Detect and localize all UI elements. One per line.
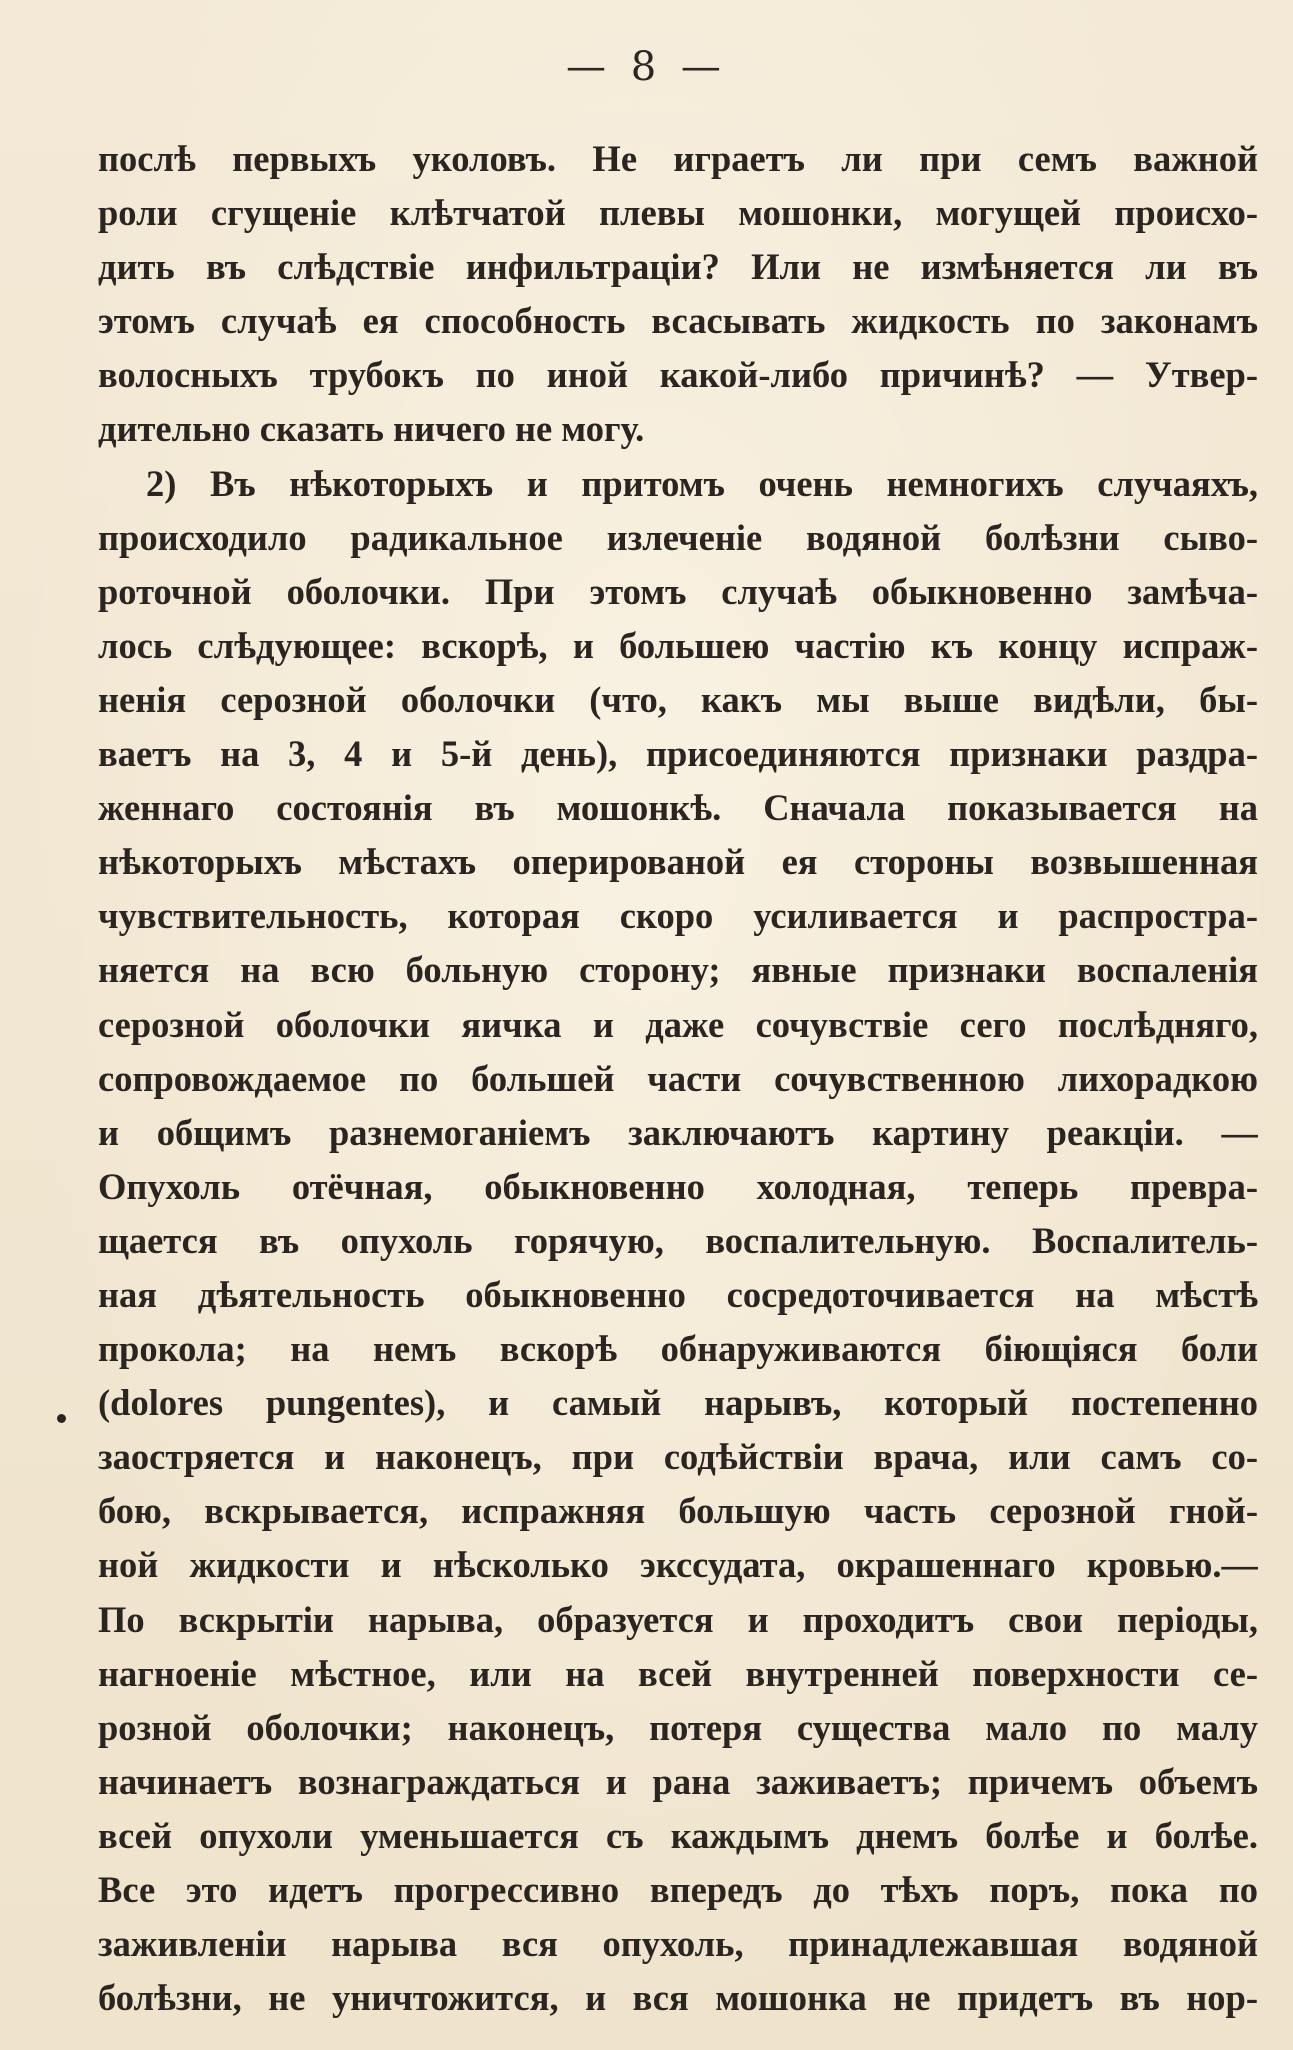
- text-line: Все это идетъ прогрессивно впередъ до тѣхъ поръ, пока по: [98, 1869, 1258, 1910]
- text-line: ненія серозной оболочки (что, какъ мы выше видѣли, бы-: [98, 678, 1258, 720]
- text-line: щается въ опухоль горячую, воспалительную. Воспалитель-: [98, 1219, 1258, 1261]
- text-line: няется на всю больную сторону; явные признаки воспаленія: [98, 949, 1258, 991]
- text-line: этомъ случаѣ ея способность всасывать жидкость по законамъ: [98, 300, 1258, 342]
- text-line: дительно сказать ничего не могу.: [98, 408, 645, 450]
- text-line: розной оболочки; наконецъ, потеря существа мало по малу: [98, 1706, 1258, 1748]
- text-line: сопровождаемое по большей части сочувственною лихорадкою: [98, 1057, 1258, 1099]
- text-line: лось слѣдующее: вскорѣ, и большею частію къ концу испраж-: [98, 624, 1258, 666]
- text-line: заостряется и наконецъ, при содѣйствіи врача, или самъ со-: [98, 1436, 1258, 1478]
- text-line: болѣзни, не уничтожится, и вся мошонка не придетъ въ нор-: [98, 1977, 1258, 2019]
- text-line: заживленіи нарыва вся опухоль, принадлежавшая водяной: [98, 1923, 1258, 1965]
- text-line: волосныхъ трубокъ по иной какой-либо причинѣ? — Утвер-: [98, 354, 1258, 396]
- text-line: нагноеніе мѣстное, или на всей внутренней поверхности се-: [98, 1652, 1258, 1694]
- body-text: [98, 132, 1258, 2025]
- page-number: — 8 —: [566, 44, 727, 90]
- text-line: ваетъ на 3, 4 и 5-й день), присоединяются признаки раздра-: [98, 733, 1258, 775]
- text-line: всей опухоли уменьшается съ каждымъ днемъ болѣе и болѣе.: [98, 1814, 1258, 1856]
- paragraph-start-line: 2) Въ нѣкоторыхъ и притомъ очень немногихъ случаяхъ,: [146, 462, 1258, 504]
- text-line: Опухоль отёчная, обыкновенно холодная, теперь превра-: [98, 1165, 1258, 1207]
- text-line: По вскрытіи нарыва, образуется и проходитъ свои періоды,: [98, 1598, 1258, 1640]
- text-line: ная дѣятельность обыкновенно сосредоточивается на мѣстѣ: [98, 1273, 1258, 1315]
- text-line: начинаетъ вознаграждаться и рана заживаетъ; причемъ объемъ: [98, 1760, 1258, 1802]
- text-line: и общимъ разнемоганіемъ заключаютъ картину реакціи. —: [98, 1111, 1258, 1153]
- text-line: нѣкоторыхъ мѣстахъ оперированой ея стороны возвышенная: [98, 841, 1258, 883]
- text-line: прокола; на немъ вскорѣ обнаруживаются біющіяся боли: [98, 1328, 1258, 1370]
- text-line: дить въ слѣдствіе инфильтраціи? Или не измѣняется ли въ: [98, 246, 1258, 288]
- text-line: чувствительность, которая скоро усиливается и распростра-: [98, 895, 1258, 937]
- text-line: послѣ первыхъ уколовъ. Не играетъ ли при семъ важной: [98, 138, 1258, 179]
- text-line: роли сгущеніе клѣтчатой плевы мошонки, могущей происхо-: [98, 192, 1258, 234]
- text-line: бою, вскрывается, испражняя большую часть серозной гной-: [98, 1490, 1258, 1532]
- text-line: (dolores pungentes), и самый нарывъ, который постепенно: [98, 1382, 1258, 1424]
- text-line: роточной оболочки. При этомъ случаѣ обыкновенно замѣча-: [98, 570, 1258, 612]
- text-line: ной жидкости и нѣсколько экссудата, окрашеннаго кровью.—: [98, 1544, 1258, 1586]
- margin-ink-dot: [57, 1414, 66, 1423]
- text-line: серозной оболочки яичка и даже сочувствіе сего послѣдняго,: [98, 1003, 1258, 1045]
- text-line: женнаго состоянія въ мошонкѣ. Сначала показывается на: [98, 787, 1258, 829]
- text-line: происходило радикальное излеченіе водяной болѣзни сыво-: [98, 516, 1258, 558]
